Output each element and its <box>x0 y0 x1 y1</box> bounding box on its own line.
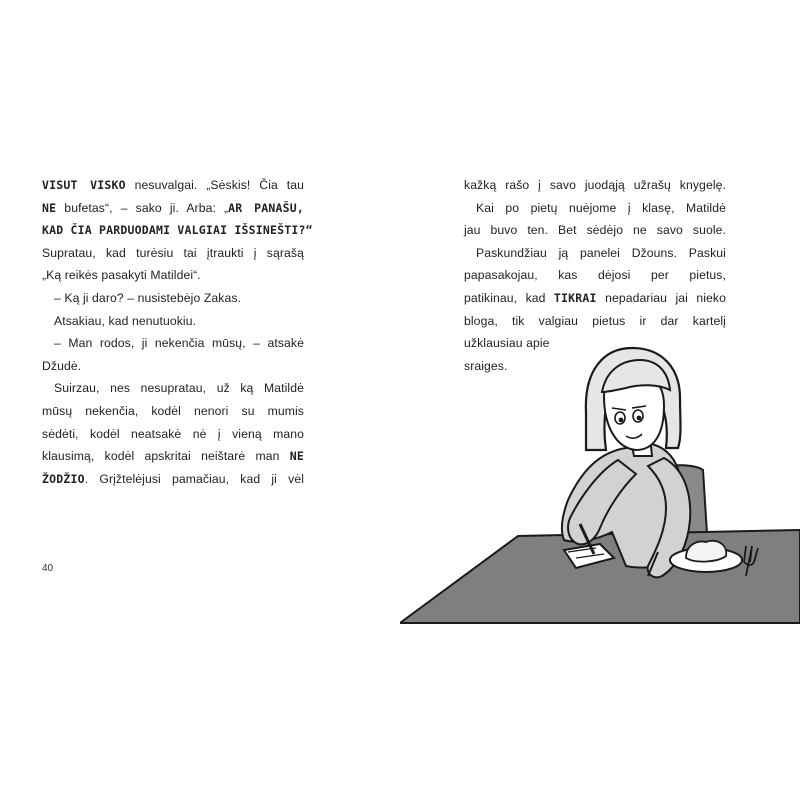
page-number: 40 <box>42 563 54 574</box>
text-run: sraiges. <box>464 358 508 373</box>
text-run: – Ką ji daro? – nusistebėjo Zakas. <box>54 290 241 305</box>
text-line <box>42 264 304 287</box>
pupil-left <box>619 418 624 423</box>
handwritten-emphasis: AR PANAŠU, <box>228 200 304 215</box>
food <box>686 541 726 562</box>
text-run: sėdėti, kodėl neatsakė nė į vieną mano <box>42 426 304 441</box>
pupil-right <box>637 416 642 421</box>
text-line <box>464 310 726 333</box>
text-line <box>464 242 726 265</box>
handwritten-emphasis: KAD ČIA PARDUODAMI VALGIAI IŠSINEŠTI? <box>42 223 306 238</box>
text-run: jau buvo ten. Bet sėdėjo ne savo suole. <box>464 223 726 238</box>
text-run: užklausiau apie <box>464 336 550 351</box>
handwritten-emphasis: TIKRAI <box>553 290 597 305</box>
text-run: nepadariau jai nieko <box>596 290 726 305</box>
text-run: Kai po pietų nuėjome į klasę, Matildė <box>476 200 726 215</box>
text-run: bufetas“, – sako ji. Arba: „ <box>56 200 229 215</box>
text-run: kažką rašo į savo juodąją užrašų knygelę. <box>464 178 726 192</box>
text-line <box>42 332 304 355</box>
text-line <box>42 423 304 446</box>
text-run: papasakojau, kas dėjosi per pietus, <box>464 268 726 283</box>
handwritten-emphasis: VISUT VISKO <box>42 178 126 192</box>
text-line <box>42 219 313 242</box>
text-line <box>464 174 726 197</box>
text-line <box>42 468 304 491</box>
text-run: – Man rodos, ji nekenčia mūsų, – atsakė <box>54 336 304 351</box>
text-line <box>42 197 304 220</box>
text-run: klausimą, kodėl apskritai neištarė man <box>42 449 290 464</box>
text-run: „Ką reikės pasakyti Matildei“. <box>42 268 201 283</box>
text-run: mūsų nekenčia, kodėl nenori su mumis <box>42 403 304 418</box>
illustration-girl-writing <box>400 340 800 630</box>
text-run: Paskundžiau ją panelei Džouns. Paskui <box>476 245 726 260</box>
text-line <box>42 377 304 400</box>
text-line <box>42 355 304 378</box>
handwritten-emphasis: NE <box>42 200 57 215</box>
handwritten-emphasis: ŽODŽIO <box>42 471 85 486</box>
text-line <box>42 310 304 333</box>
right-page <box>400 0 800 800</box>
text-line <box>464 197 726 220</box>
text-line <box>42 400 304 423</box>
text-run: Supratau, kad turėsiu tai įtraukti į sąrašą <box>42 245 304 260</box>
text-line <box>42 287 304 310</box>
text-run: Suirzau, nes nesupratau, už ką Matildė <box>54 381 304 396</box>
text-run: nesuvalgai. „Sėskis! Čia tau <box>125 178 304 192</box>
text-run: patikinau, kad <box>464 290 554 305</box>
text-line <box>464 219 726 242</box>
text-run: Džudė. <box>42 358 82 373</box>
text-line <box>42 242 304 265</box>
text-line <box>42 445 304 468</box>
text-run: “ <box>305 223 313 238</box>
text-run: . Grįžtelėjusi pamačiau, kad ji vėl <box>84 471 304 486</box>
text-run: Atsakiau, kad nenutuokiu. <box>54 313 197 328</box>
text-line <box>464 264 726 287</box>
text-run: bloga, tik valgiau pietus ir dar kartelį <box>464 313 726 328</box>
text-line <box>464 287 726 310</box>
text-line <box>42 174 304 197</box>
left-page-text <box>42 174 313 490</box>
handwritten-emphasis: NE <box>289 449 304 464</box>
